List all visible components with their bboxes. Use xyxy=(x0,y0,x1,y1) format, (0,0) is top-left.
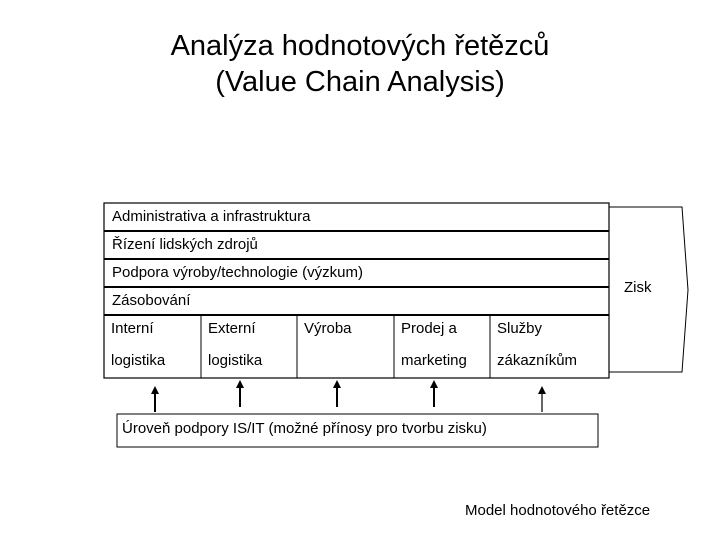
title-line-1: Analýza hodnotových řetězců xyxy=(170,30,550,62)
primary-activity-line1: Výroba xyxy=(304,320,352,337)
primary-activity-cell xyxy=(201,313,297,377)
primary-activity-cell xyxy=(297,313,394,345)
primary-activity-line1: Interní xyxy=(111,320,154,337)
primary-activity-line2: zákazníkům xyxy=(497,352,578,369)
title-line-2: (Value Chain Analysis) xyxy=(215,66,505,98)
arrow-up-icon xyxy=(236,380,244,407)
footer-caption: Model hodnotového řetězce xyxy=(465,502,651,519)
primary-activity-cell xyxy=(104,313,201,377)
support-activity-row xyxy=(104,259,609,287)
support-activity-row xyxy=(104,231,609,259)
arrow-up-icon xyxy=(430,380,438,407)
support-activity-row xyxy=(104,287,609,315)
margin-label: Zisk xyxy=(624,279,652,296)
arrow-up-icon xyxy=(333,380,341,407)
primary-activity-line2: logistika xyxy=(111,352,166,369)
support-activity-label: Řízení lidských zdrojů xyxy=(112,236,258,253)
support-activity-label: Zásobování xyxy=(112,292,191,309)
primary-activity-line2: marketing xyxy=(401,352,467,369)
primary-activity-cell xyxy=(394,313,490,377)
primary-activity-line1: Služby xyxy=(497,320,543,337)
primary-activity-line1: Externí xyxy=(208,320,256,337)
primary-activity-line1: Prodej a xyxy=(401,320,457,337)
primary-activity-cell xyxy=(490,313,609,377)
arrow-up-icon xyxy=(538,386,546,412)
arrow-up-icon xyxy=(151,386,159,412)
support-activity-row xyxy=(104,203,609,231)
primary-activity-line2: logistika xyxy=(208,352,263,369)
support-activity-label: Podpora výroby/technologie (výzkum) xyxy=(112,264,363,281)
support-activity-label: Administrativa a infrastruktura xyxy=(112,208,311,225)
it-support-label: Úroveň podpory IS/IT (možné přínosy pro tvorbu zisku) xyxy=(122,420,487,437)
